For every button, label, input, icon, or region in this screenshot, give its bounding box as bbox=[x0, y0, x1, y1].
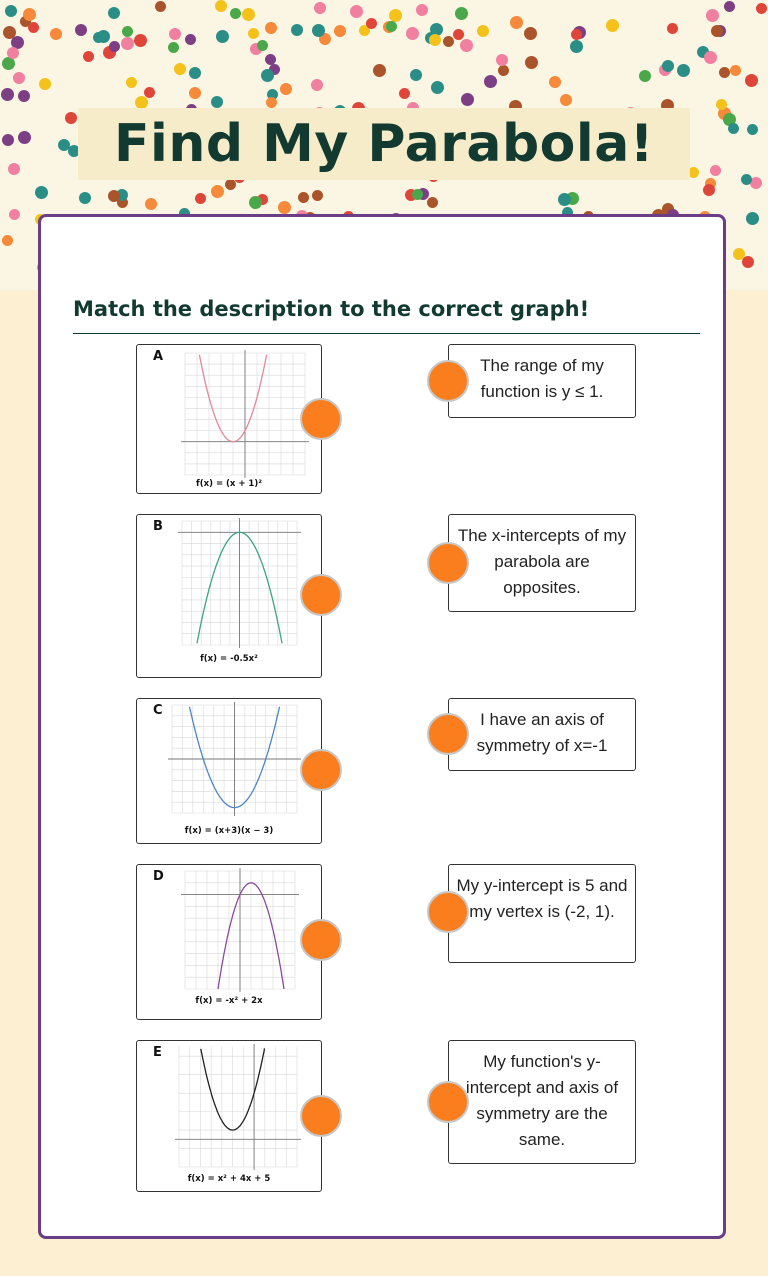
description-card-5[interactable] bbox=[448, 1040, 636, 1164]
graph-equation-c: f(x) = (x+3)(x − 3) bbox=[184, 826, 274, 836]
confetti-dot bbox=[639, 70, 651, 82]
graph-card-c[interactable] bbox=[136, 698, 322, 844]
confetti-dot bbox=[169, 28, 181, 40]
confetti-dot bbox=[741, 174, 752, 185]
graph-letter-c: C bbox=[153, 703, 163, 718]
confetti-dot bbox=[2, 235, 13, 246]
confetti-dot bbox=[134, 34, 147, 47]
confetti-dot bbox=[427, 197, 438, 208]
confetti-dot bbox=[477, 25, 489, 37]
confetti-dot bbox=[83, 51, 94, 62]
confetti-dot bbox=[2, 134, 14, 146]
confetti-dot bbox=[13, 72, 25, 84]
description-connector-2[interactable] bbox=[427, 542, 469, 584]
confetti-dot bbox=[460, 39, 473, 52]
confetti-dot bbox=[461, 93, 474, 106]
description-text-5: My function's y-intercept and axis of symmetry are the same. bbox=[465, 1052, 619, 1149]
confetti-dot bbox=[724, 1, 735, 12]
confetti-dot bbox=[9, 209, 20, 220]
confetti-dot bbox=[455, 7, 468, 20]
confetti-dot bbox=[570, 40, 583, 53]
confetti-dot bbox=[704, 51, 717, 64]
confetti-dot bbox=[215, 0, 227, 12]
description-card-1[interactable] bbox=[448, 344, 636, 418]
confetti-dot bbox=[23, 8, 36, 21]
confetti-dot bbox=[266, 97, 277, 108]
confetti-dot bbox=[242, 8, 255, 21]
confetti-dot bbox=[662, 60, 674, 72]
activity-card bbox=[38, 214, 726, 1239]
confetti-dot bbox=[703, 184, 715, 196]
confetti-dot bbox=[453, 29, 464, 40]
confetti-dot bbox=[7, 47, 19, 59]
graph-card-d[interactable] bbox=[136, 864, 322, 1020]
graph-equation-a: f(x) = (x + 1)² bbox=[196, 479, 262, 489]
confetti-dot bbox=[312, 190, 323, 201]
confetti-dot bbox=[667, 23, 678, 34]
confetti-dot bbox=[350, 5, 363, 18]
confetti-dot bbox=[443, 36, 454, 47]
description-text-3: I have an axis of symmetry of x=-1 bbox=[476, 710, 608, 755]
confetti-dot bbox=[79, 192, 91, 204]
confetti-dot bbox=[50, 28, 62, 40]
confetti-dot bbox=[189, 67, 201, 79]
confetti-dot bbox=[249, 196, 262, 209]
confetti-dot bbox=[230, 8, 241, 19]
description-card-2[interactable] bbox=[448, 514, 636, 612]
confetti-dot bbox=[97, 30, 110, 43]
confetti-dot bbox=[211, 185, 224, 198]
graph-connector-c[interactable] bbox=[300, 749, 342, 791]
graph-plot-e bbox=[137, 1041, 323, 1193]
confetti-dot bbox=[3, 26, 16, 39]
confetti-dot bbox=[291, 24, 303, 36]
confetti-dot bbox=[265, 22, 277, 34]
confetti-dot bbox=[730, 65, 741, 76]
confetti-dot bbox=[706, 9, 719, 22]
description-text-2: The x-intercepts of my parabola are opposites. bbox=[457, 526, 627, 597]
graph-card-b[interactable] bbox=[136, 514, 322, 678]
confetti-dot bbox=[606, 19, 619, 32]
confetti-dot bbox=[334, 25, 346, 37]
graph-card-a[interactable] bbox=[136, 344, 322, 494]
graph-equation-e: f(x) = x² + 4x + 5 bbox=[187, 1174, 271, 1184]
confetti-dot bbox=[728, 123, 739, 134]
confetti-dot bbox=[677, 64, 690, 77]
graph-letter-b: B bbox=[153, 519, 163, 534]
confetti-dot bbox=[185, 34, 196, 45]
graph-connector-d[interactable] bbox=[300, 919, 342, 961]
graph-letter-e: E bbox=[153, 1045, 162, 1060]
instructions: Match the description to the correct graph! bbox=[73, 297, 590, 321]
confetti-dot bbox=[747, 124, 758, 135]
confetti-dot bbox=[366, 18, 377, 29]
confetti-dot bbox=[746, 212, 759, 225]
confetti-dot bbox=[174, 63, 186, 75]
confetti-dot bbox=[121, 37, 134, 50]
confetti-dot bbox=[298, 192, 309, 203]
confetti-dot bbox=[549, 76, 561, 88]
confetti-dot bbox=[412, 189, 423, 200]
confetti-dot bbox=[710, 165, 721, 176]
confetti-dot bbox=[756, 3, 767, 14]
confetti-dot bbox=[719, 67, 730, 78]
confetti-dot bbox=[278, 201, 291, 214]
graph-letter-a: A bbox=[153, 349, 164, 364]
confetti-dot bbox=[109, 41, 120, 52]
confetti-dot bbox=[373, 64, 386, 77]
confetti-dot bbox=[189, 87, 201, 99]
confetti-dot bbox=[280, 83, 292, 95]
confetti-dot bbox=[248, 28, 259, 39]
divider bbox=[73, 333, 700, 334]
confetti-dot bbox=[524, 27, 537, 40]
confetti-dot bbox=[265, 54, 276, 65]
description-card-3[interactable] bbox=[448, 698, 636, 771]
confetti-dot bbox=[1, 88, 14, 101]
confetti-dot bbox=[39, 78, 51, 90]
page-title: Find My Parabola! bbox=[113, 114, 655, 174]
confetti-dot bbox=[716, 99, 727, 110]
confetti-dot bbox=[168, 42, 179, 53]
confetti-dot bbox=[126, 77, 137, 88]
confetti-dot bbox=[195, 193, 206, 204]
confetti-dot bbox=[711, 25, 723, 37]
confetti-dot bbox=[122, 26, 133, 37]
confetti-dot bbox=[560, 94, 572, 106]
confetti-dot bbox=[8, 163, 20, 175]
confetti-dot bbox=[144, 87, 155, 98]
graph-card-e[interactable] bbox=[136, 1040, 322, 1192]
graph-connector-b[interactable] bbox=[300, 574, 342, 616]
confetti-dot bbox=[108, 190, 120, 202]
confetti-dot bbox=[75, 24, 87, 36]
confetti-dot bbox=[35, 186, 48, 199]
confetti-dot bbox=[399, 88, 410, 99]
confetti-dot bbox=[65, 112, 77, 124]
confetti-dot bbox=[216, 30, 229, 43]
graph-plot-c bbox=[137, 699, 323, 845]
description-text-1: The range of my function is y ≤ 1. bbox=[480, 356, 604, 401]
confetti-dot bbox=[257, 40, 268, 51]
confetti-dot bbox=[155, 1, 166, 12]
description-connector-3[interactable] bbox=[427, 713, 469, 755]
graph-plot-a bbox=[137, 345, 323, 495]
confetti-dot bbox=[416, 4, 428, 16]
confetti-dot bbox=[498, 65, 509, 76]
description-connector-1[interactable] bbox=[427, 360, 469, 402]
confetti-dot bbox=[18, 131, 31, 144]
confetti-dot bbox=[429, 34, 441, 46]
graph-equation-b: f(x) = -0.5x² bbox=[200, 654, 258, 664]
confetti-dot bbox=[525, 56, 538, 69]
confetti-dot bbox=[410, 69, 422, 81]
confetti-dot bbox=[431, 81, 444, 94]
confetti-dot bbox=[496, 54, 508, 66]
confetti-dot bbox=[406, 27, 419, 40]
confetti-dot bbox=[145, 198, 157, 210]
confetti-dot bbox=[108, 7, 120, 19]
confetti-dot bbox=[261, 69, 274, 82]
confetti-dot bbox=[571, 29, 582, 40]
description-card-4[interactable] bbox=[448, 864, 636, 963]
confetti-dot bbox=[742, 256, 754, 268]
graph-connector-e[interactable] bbox=[300, 1095, 342, 1137]
graph-connector-a[interactable] bbox=[300, 398, 342, 440]
confetti-dot bbox=[311, 79, 323, 91]
confetti-dot bbox=[484, 75, 497, 88]
confetti-dot bbox=[225, 179, 236, 190]
confetti-dot bbox=[745, 74, 758, 87]
confetti-dot bbox=[312, 24, 325, 37]
description-text-4: My y-intercept is 5 and my vertex is (-2, 1). bbox=[456, 876, 628, 921]
confetti-dot bbox=[18, 90, 30, 102]
graph-equation-d: f(x) = -x² + 2x bbox=[195, 996, 263, 1006]
confetti-dot bbox=[5, 5, 17, 17]
description-connector-5[interactable] bbox=[427, 1081, 469, 1123]
confetti-dot bbox=[558, 193, 571, 206]
confetti-dot bbox=[314, 2, 326, 14]
description-connector-4[interactable] bbox=[427, 891, 469, 933]
confetti-dot bbox=[386, 21, 397, 32]
confetti-dot bbox=[211, 96, 223, 108]
confetti-dot bbox=[510, 16, 523, 29]
graph-letter-d: D bbox=[153, 869, 164, 884]
